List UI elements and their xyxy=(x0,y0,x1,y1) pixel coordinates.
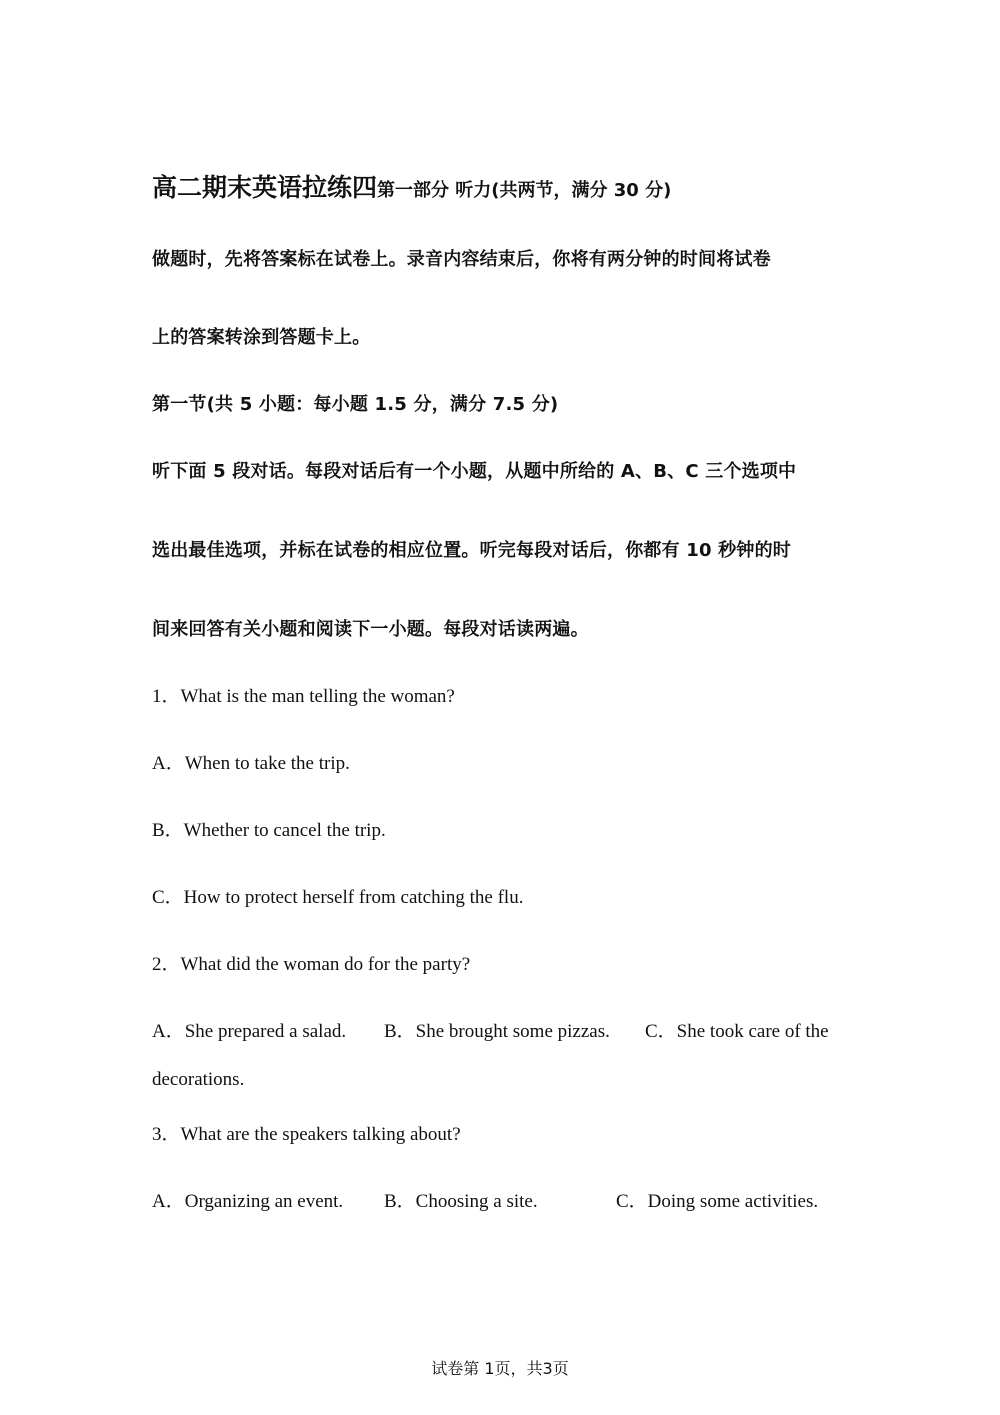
question-2-option-c-continued: decorations. xyxy=(152,1069,245,1090)
question-2-option-c: C．She took care of the xyxy=(645,1021,829,1042)
general-instruction-line-1: 做题时，先将答案标在试卷上。录音内容结束后，你将有两分钟的时间将试卷 xyxy=(152,249,771,270)
question-1-option-b: B．Whether to cancel the trip. xyxy=(152,820,386,841)
section-1-instruction-line-1: 听下面 5 段对话。每段对话后有一个小题，从题中所给的 A、B、C 三个选项中 xyxy=(152,461,797,482)
page-heading xyxy=(152,168,671,204)
page-footer: 试卷第 1页，共3页 xyxy=(431,1359,569,1378)
question-2-option-a: A．She prepared a salad. xyxy=(152,1021,347,1042)
section-1-instruction-line-3: 间来回答有关小题和阅读下一小题。每段对话读两遍。 xyxy=(152,619,589,640)
section-1-heading: 第一节(共 5 小题：每小题 1.5 分，满分 7.5 分) xyxy=(152,394,559,415)
question-2-stem: 2．What did the woman do for the party? xyxy=(152,954,471,975)
question-1-option-a: A．When to take the trip. xyxy=(152,753,350,774)
question-1-stem: 1．What is the man telling the woman? xyxy=(152,686,455,707)
exam-title: 高二期末英语拉练四 xyxy=(152,173,378,202)
question-1-option-c: C．How to protect herself from catching the flu. xyxy=(152,887,524,908)
part-heading: 第一部分 听力(共两节，满分 30 分) xyxy=(377,180,672,201)
question-2-option-b: B．She brought some pizzas. xyxy=(384,1021,610,1042)
section-1-instruction-line-2: 选出最佳选项，并标在试卷的相应位置。听完每段对话后，你都有 10 秒钟的时 xyxy=(152,540,791,561)
question-3-stem: 3．What are the speakers talking about? xyxy=(152,1124,461,1145)
question-3-option-a: A．Organizing an event. xyxy=(152,1191,344,1212)
question-3-option-b: B．Choosing a site. xyxy=(384,1191,538,1212)
general-instruction-line-2: 上的答案转涂到答题卡上。 xyxy=(152,327,371,348)
question-3-option-c: C．Doing some activities. xyxy=(616,1191,819,1212)
